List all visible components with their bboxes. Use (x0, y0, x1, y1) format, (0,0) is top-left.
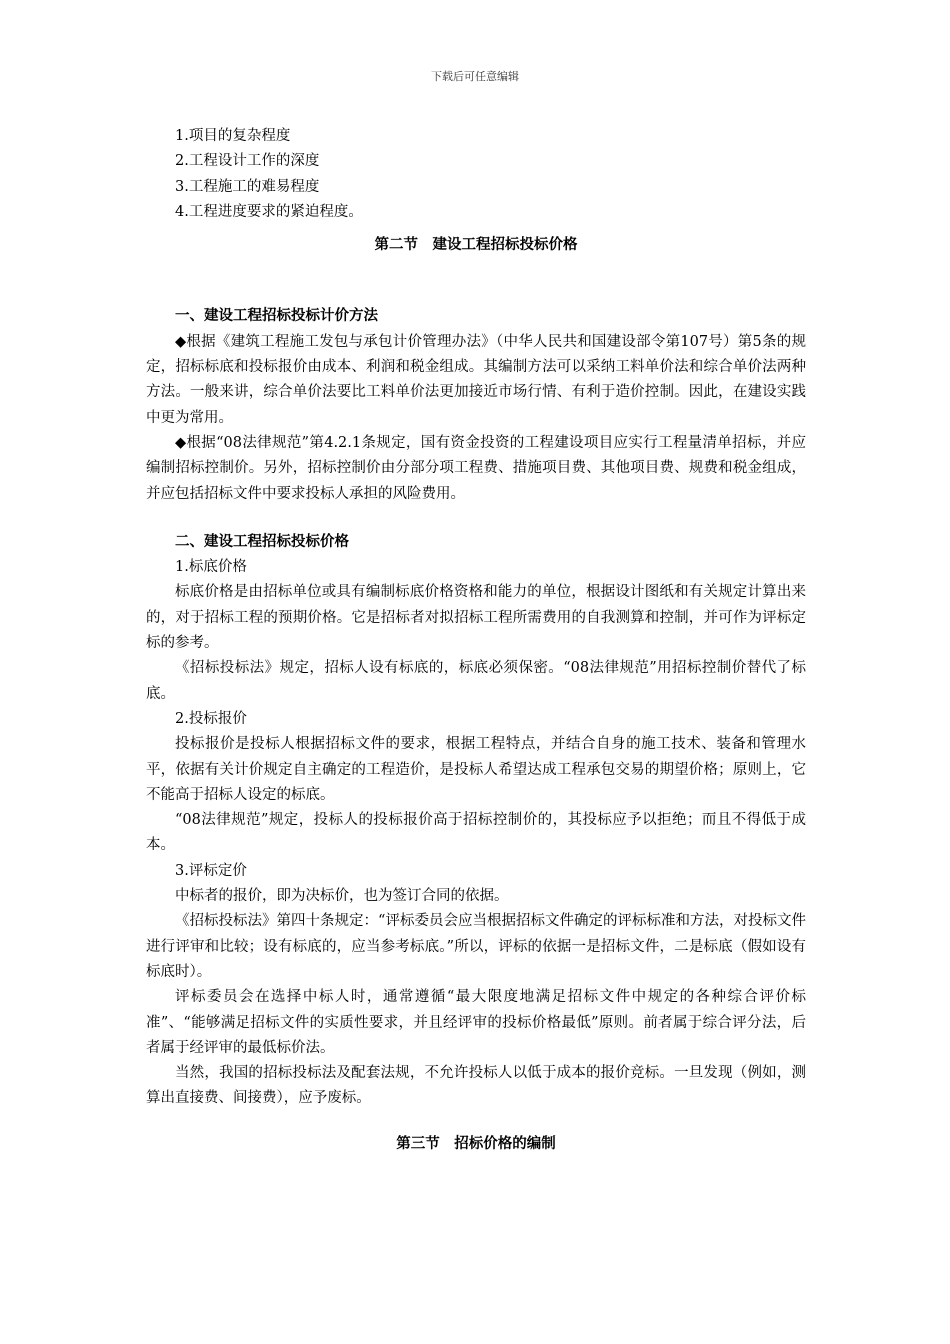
paragraph: “08法律规范”规定，投标人的投标报价高于招标控制价的，其投标应予以拒绝；而且不得低于成本。 (146, 812, 806, 854)
paragraph: 《招标投标法》第四十条规定：“评标委员会应当根据招标文件确定的评标标准和方法，对投标文件进行评审和比较；设有标底的，应当参考标底。”所以，评标的依据一是招标文件，二是标底（假如设有标底时）。 (146, 913, 806, 980)
page-header: 下载后可任意编辑 (431, 70, 519, 83)
sub-heading: 1.标底价格 (175, 559, 247, 576)
paragraph: ◆根据《建筑工程施工发包与承包计价管理办法》（中华人民共和国建设部令第107号）第5条的规定，招标标底和投标报价由成本、利润和税金组成。其编制方法可以采纳工料单价法和综合单价法两种方法。一般来讲，综合单价法要比工料单价法更加接近市场行情、有利于造价控制。因此，在建设实践中更为常用。 (146, 333, 806, 426)
paragraph: 当然，我国的招标投标法及配套法规，不允许投标人以低于成本的报价竞标。一旦发现（例如，测算出直接费、间接费），应予废标。 (146, 1065, 806, 1107)
section-title: 第三节 招标价格的编制 (396, 1135, 556, 1152)
factor-item: 1.项目的复杂程度 (175, 128, 291, 144)
factor-item: 2.工程设计工作的深度 (175, 153, 320, 170)
part-heading: 二、建设工程招标投标价格 (175, 533, 349, 550)
factor-item: 3.工程施工的难易程度 (175, 178, 320, 195)
paragraph: 标底价格是由招标单位或具有编制标底价格资格和能力的单位，根据设计图纸和有关规定计算出来的，对于招标工程的预期价格。它是招标者对拟招标工程所需费用的自我测算和控制，并可作为评标定标的参考。 (146, 584, 806, 652)
paragraph: 中标者的报价，即为决标价，也为签订合同的依据。 (175, 888, 509, 905)
paragraph: 《招标投标法》规定，招标人设有标底的，标底必须保密。“08法律规范”用招标控制价替代了标底。 (146, 660, 806, 702)
part-heading: 一、建设工程招标投标计价方法 (175, 308, 378, 325)
paragraph: 投标报价是投标人根据招标文件的要求，根据工程特点，并结合自身的施工技术、装备和管理水平，依据有关计价规定自主确定的工程造价，是投标人希望达成工程承包交易的期望价格；原则上，它不能高于招标人设定的标底。 (146, 736, 806, 803)
factor-item: 4.工程进度要求的紧迫程度。 (175, 203, 363, 220)
section-title: 第二节 建设工程招标投标价格 (374, 237, 578, 254)
sub-heading: 2.投标报价 (175, 710, 247, 727)
paragraph: ◆根据“08法律规范”第4.2.1条规定，国有资金投资的工程建设项目应实行工程量清单招标，并应编制招标控制价。另外，招标控制价由分部分项工程费、措施项目费、其他项目费、规费和税金组成，并应包括招标文件中要求投标人承担的风险费用。 (146, 434, 806, 502)
paragraph: 评标委员会在选择中标人时，通常遵循“最大限度地满足招标文件中规定的各种综合评价标准”、“能够满足招标文件的实质性要求，并且经评审的投标价格最低”原则。前者属于综合评分法，后者属于经评审的最低标价法。 (146, 989, 806, 1056)
document-body (146, 124, 806, 1157)
sub-heading: 3.评标定价 (175, 862, 247, 879)
